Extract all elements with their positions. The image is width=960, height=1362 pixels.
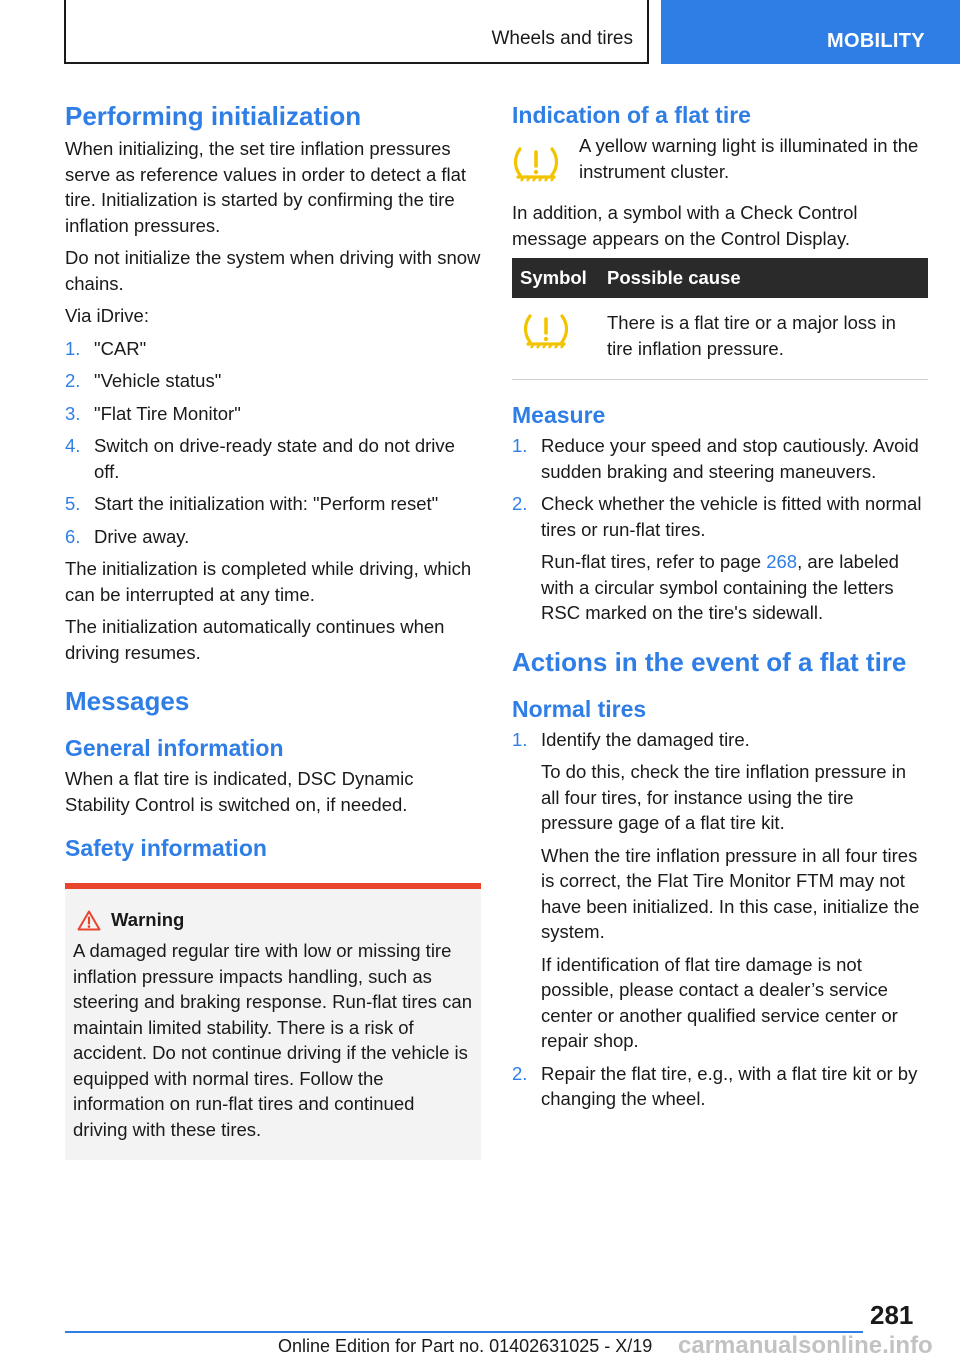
header-section-title: Wheels and tires [491,28,633,49]
general-info-paragraph: When a flat tire is indicated, DSC Dynamic Stability Control is switched on, if needed. [65,768,414,815]
table-cell-cause: There is a flat tire or a major loss in tire inflation pressure. [607,312,896,359]
list-item: 1. Reduce your speed and stop cautiously. Avoid sudden braking and steering maneuvers. [512,435,919,482]
safety-info-heading: Safety information [65,835,267,861]
init-paragraph-1: When initializing, the set tire inflation pressures serve as reference values in order to detect a flat tire. Initialization is started by confirming the tire inflation pressures. [65,138,467,236]
tire-pressure-warning-icon [512,145,560,185]
warning-header [73,909,473,931]
messages-heading: Messages [65,686,190,716]
init-paragraph-3: Via iDrive: [65,305,149,326]
measure-heading: Measure [512,402,606,428]
indication-text: A yellow warning light is illuminated in the instrument cluster. [579,135,919,182]
header-section-box [64,0,649,64]
actions-heading: Actions in the event of a flat tire [512,646,907,677]
normal-tires-steps-list [512,727,928,1112]
tire-pressure-symbol-icon [520,312,572,352]
indication-paragraph-2: In addition, a symbol with a Check Control message appears on the Control Display. [512,202,858,249]
indication-heading: Indication of a flat tire [512,102,751,128]
table-header-symbol: Symbol [512,258,599,298]
normal-tires-heading: Normal tires [512,695,647,722]
initialization-heading: Performing initialization [65,101,362,131]
symbol-cause-table [512,258,928,379]
warning-label: Warning [111,909,185,930]
page-reference-link[interactable]: 268 [766,551,798,572]
list-item: 4. Switch on drive-ready state and do not drive off. [65,435,455,482]
left-column [65,100,481,1160]
warning-triangle-icon [77,910,101,931]
init-paragraph-2: Do not initialize the system when driving with snow chains. [65,247,481,294]
indication-row [512,133,928,190]
measure-steps-list [512,433,928,626]
page-number: 281 [870,1300,914,1330]
list-item: 2. Check whether the vehicle is fitted with normal tires or run-flat tires. Run-flat tires, refer to page 268, are labeled with a circular symbol containing the letters RSC marked on the tire's sidewall. [512,491,928,626]
list-item: 2. "Vehicle status" [65,370,222,391]
list-item: 6. Drive away. [65,525,190,547]
init-steps-list [65,336,481,550]
table-divider [512,379,928,380]
list-item: 1. "CAR" [65,337,147,359]
right-column [512,100,928,1119]
warning-box [65,883,481,1160]
list-item: 5. Start the initialization with: "Perform reset" [65,493,439,514]
watermark-logo: carmanualsonline.info [678,1332,933,1359]
table-row [512,298,928,379]
table-header-cause: Possible cause [599,258,928,298]
list-item: 3. "Flat Tire Monitor" [65,402,241,424]
general-info-heading: General information [65,735,284,761]
header-chapter-tab: MOBILITY [661,0,960,64]
footer-edition-text: Online Edition for Part no. 01402631025 - X/19 [278,1336,653,1356]
init-paragraph-5: The initialization automatically continues when driving resumes. [65,616,445,663]
run-flat-reference-paragraph: Run-flat tires, refer to page 268, are labeled with a circular symbol containing the letters RSC marked on the tire's sidewall. [541,551,899,623]
warning-text: A damaged regular tire with low or missing tire inflation pressure impacts handling, such as steering and braking response. Run-flat tires can maintain limited stability. There is a risk of accident. Do not continue driving if the vehicle is equipped with normal tires. Follow the information on run-flat tires and continued driving with these tires. [73,940,472,1140]
list-item: 1. Identify the damaged tire. To do this, check the tire inflation pressure in all four tires, for instance using the tire pressure gage of a flat tire kit. When the tire inflation pressure in all four tires is correct, the Flat Tire Monitor FTM may not have been initialized. In this case, initialize the system. If identification of flat tire damage is not possible, please contact a dealer’s service center or another qualified service center or repair shop. [512,728,920,1051]
list-item: 2. Repair the flat tire, e.g., with a flat tire kit or by changing the wheel. [512,1062,918,1109]
init-paragraph-4: The initialization is completed while driving, which can be interrupted at any time. [65,558,472,605]
